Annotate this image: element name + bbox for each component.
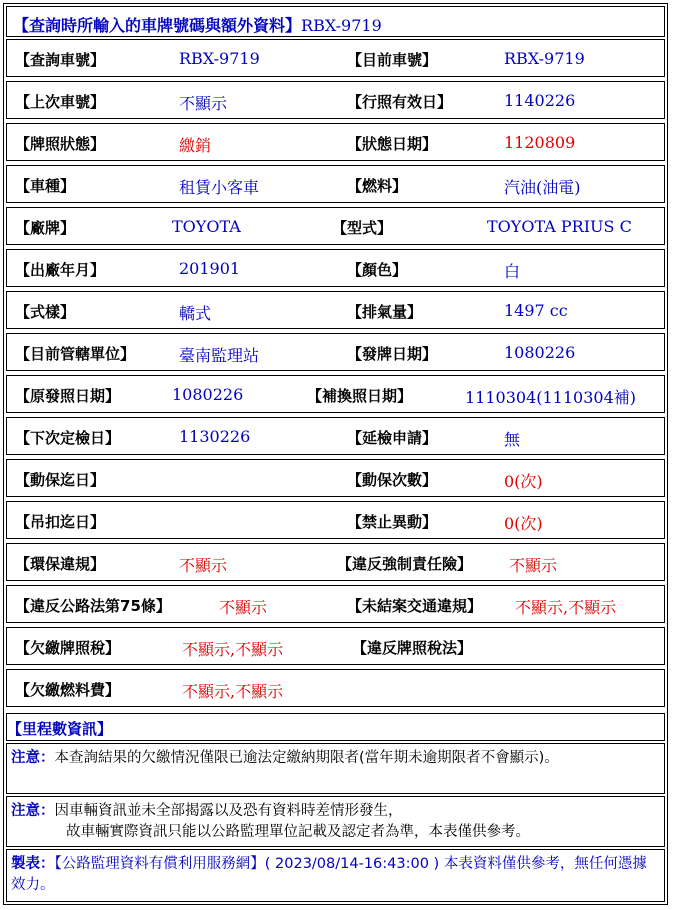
made-text: 【公路監理資料有償利用服務網】( 2023/08/14-16:43:00 ) 本表資料僅供參考，無任何憑據效力。 [11,856,647,893]
field-value: 不顯示 [219,598,268,617]
mileage-section-header [6,713,665,741]
field-value: 白 [504,262,521,281]
query-title-row [6,6,665,37]
field-value: TOYOTA PRIUS C [487,217,632,236]
field-label: 【原發照日期】 [15,387,121,405]
field-value: RBX-9719 [179,49,260,68]
field-label: 【燃料】 [347,177,408,195]
field-value: 1140226 [504,91,576,110]
field-label: 【型式】 [332,219,393,237]
field-label: 【顏色】 [347,261,408,279]
field-value: 1497 cc [504,301,568,320]
field-value: 不顯示 [179,94,228,113]
field-label: 【目前車號】 [347,51,438,69]
vehicle-info-row [6,585,665,623]
field-value: 1080226 [504,343,576,362]
field-value: 不顯示,不顯示 [182,682,284,701]
field-value: 不顯示 [509,556,558,575]
field-value: 1130226 [179,427,251,446]
field-label: 【欠繳牌照稅】 [15,639,121,657]
note-overdue [6,743,665,794]
vehicle-info-row [6,459,665,497]
vehicle-info-row [6,207,665,245]
vehicle-info-row [6,165,665,203]
field-label: 【欠繳燃料費】 [15,681,121,699]
vehicle-info-row [6,249,665,287]
field-label: 【違反公路法第75條】 [15,597,171,615]
field-value: 無 [504,430,521,449]
field-label: 【禁止異動】 [347,513,438,531]
note-label: 注意： [11,803,55,819]
report-source [6,849,665,902]
field-label: 【查詢車號】 [15,51,106,69]
field-label: 【牌照狀態】 [15,135,106,153]
vehicle-info-row [6,501,665,539]
vehicle-info-row [6,627,665,665]
vehicle-info-row [6,291,665,329]
field-label: 【狀態日期】 [347,135,438,153]
vehicle-info-row [6,375,665,413]
field-label: 【式樣】 [15,303,76,321]
field-label: 【出廠年月】 [15,261,106,279]
field-label: 【廠牌】 [15,219,76,237]
field-value: 不顯示,不顯示 [515,598,617,617]
field-label: 【動保迄日】 [15,471,106,489]
vehicle-info-row [6,543,665,581]
field-value: 汽油(油電) [504,178,581,197]
note-text-line2: 故車輛實際資訊只能以公路監理單位記載及認定者為準，本表僅供參考。 [66,824,530,840]
field-value: 1110304(1110304補) [465,388,637,407]
field-label: 【車種】 [15,177,76,195]
field-value: TOYOTA [172,217,241,236]
vehicle-info-row [6,417,665,455]
made-label: 製表： [11,856,55,872]
field-label: 【行照有效日】 [347,93,453,111]
field-value: 不顯示 [179,556,228,575]
field-value: 租賃小客車 [179,178,260,197]
field-value: 繳銷 [179,136,212,155]
vehicle-info-row [6,333,665,371]
field-label: 【未結案交通違規】 [347,597,483,615]
note-text: 本查詢結果的欠繳情況僅限已逾法定繳納期限者(當年期未逾期限者不會顯示)。 [54,750,559,766]
field-value: 1120809 [504,133,576,152]
field-value: 1080226 [172,385,244,404]
vehicle-info-row [6,669,665,707]
field-label: 【吊扣迄日】 [15,513,106,531]
field-label: 【上次車號】 [15,93,106,111]
field-value: 不顯示,不顯示 [182,640,284,659]
field-label: 【下次定檢日】 [15,429,121,447]
query-title: 【查詢時所輸入的車牌號碼與額外資料】RBX-9719 [13,16,382,35]
mileage-section-label: 【里程數資訊】 [7,720,113,738]
field-label: 【違反強制責任險】 [337,555,473,573]
field-value: 0(次) [504,514,543,533]
field-label: 【延檢申請】 [347,429,438,447]
query-plate: RBX-9719 [301,16,382,35]
field-label: 【發牌日期】 [347,345,438,363]
vehicle-info-row [6,81,665,119]
field-label: 【目前管轄單位】 [15,345,136,363]
vehicle-info-row [6,39,665,77]
field-label: 【環保違規】 [15,555,106,573]
field-label: 【排氣量】 [347,303,423,321]
field-label: 【違反牌照稅法】 [352,639,473,657]
note-disclaimer [6,796,665,847]
field-value: 201901 [179,259,241,278]
field-value: 轎式 [179,304,212,323]
note-label: 注意： [11,750,55,766]
field-value: RBX-9719 [504,49,585,68]
note-text: 因車輛資訊並未全部揭露以及恐有資料時差情形發生， [54,803,403,819]
field-value: 臺南監理站 [179,346,260,365]
field-label: 【補換照日期】 [307,387,413,405]
field-label: 【動保次數】 [347,471,438,489]
vehicle-info-row [6,123,665,161]
field-value: 0(次) [504,472,543,491]
